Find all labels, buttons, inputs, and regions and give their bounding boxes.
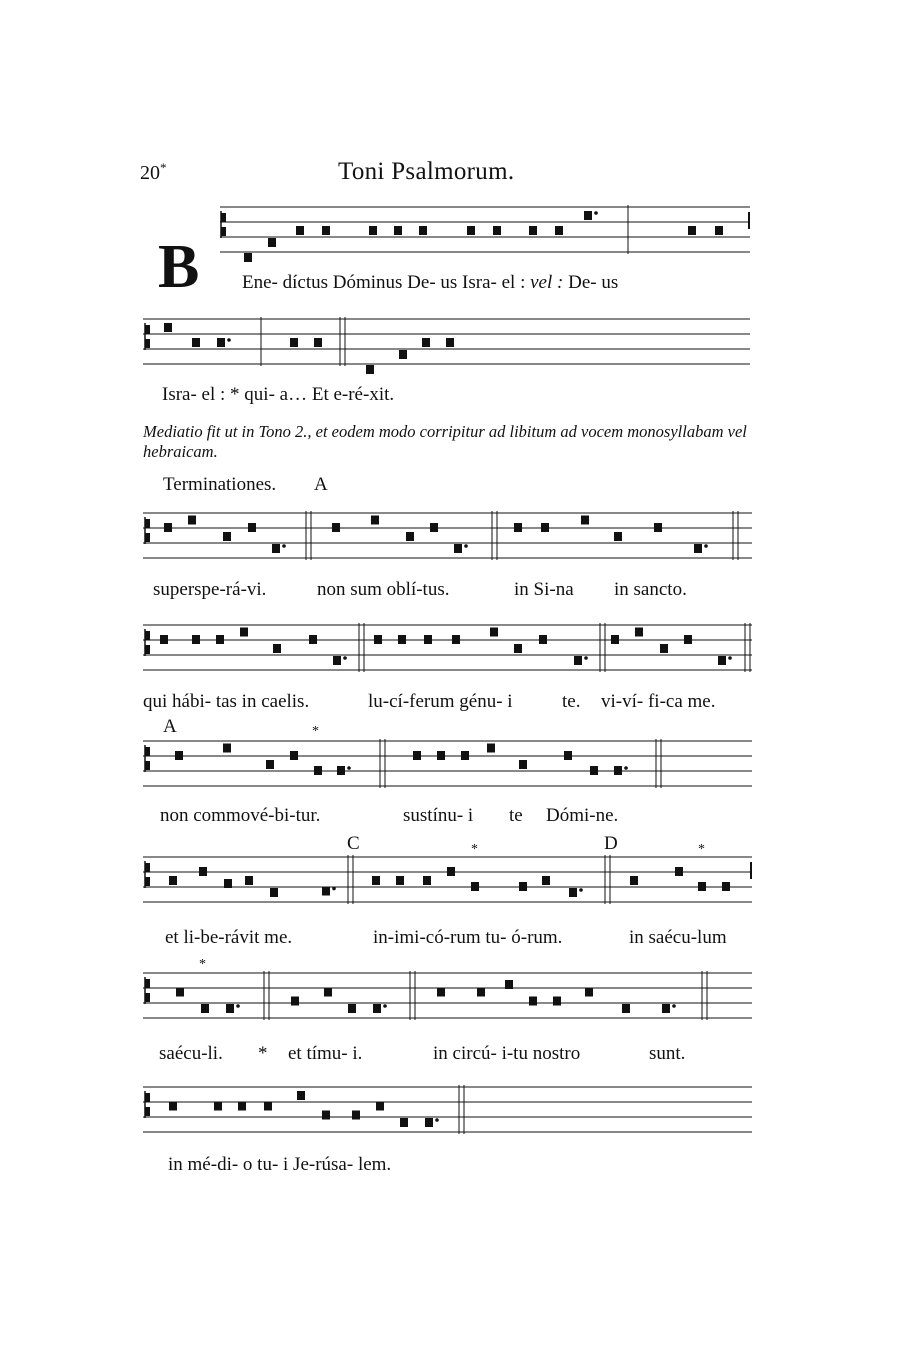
neume-note: [688, 226, 696, 235]
neume-note: [584, 211, 592, 220]
lyric-s6-2: in-imi-có-rum tu- ó-rum.: [373, 927, 563, 948]
neume-note: [529, 997, 537, 1006]
neume-note: [332, 523, 340, 532]
punctum-dot: [672, 1004, 676, 1008]
neume-note: [400, 1118, 408, 1127]
neume-note: [590, 766, 598, 775]
neume-note: [273, 644, 281, 653]
lyric-s5-2: sustínu- i: [403, 805, 474, 826]
lyric-s7-2: et tímu- i.: [288, 1043, 363, 1064]
lyric-s6-3: in saécu-lum: [629, 927, 727, 948]
lyric-s7-4: sunt.: [649, 1043, 686, 1064]
neume-note: [169, 1102, 177, 1111]
neume-note: [555, 226, 563, 235]
neume-note: [630, 876, 638, 885]
neume-note: [374, 635, 382, 644]
neume-note: [314, 766, 322, 775]
lyric-s4-3: te.: [562, 691, 581, 712]
neume-note: [348, 1004, 356, 1013]
neume-note: [291, 997, 299, 1006]
neume-note: [422, 338, 430, 347]
neume-note: [539, 635, 547, 644]
lyric-line-1: Ene- díctus Dóminus De- us Isra- el : vel : De- us: [242, 272, 619, 293]
neume-note: [394, 226, 402, 235]
lyric-s3-3: in Si-na: [514, 579, 574, 600]
lyric-s8-1: in mé-di- o tu- i Je-rúsa- lem.: [168, 1154, 392, 1175]
neume-note: [192, 635, 200, 644]
neume-note: [662, 1004, 670, 1013]
neume-note: [505, 980, 513, 989]
neume-note: [322, 226, 330, 235]
neume-note: [424, 635, 432, 644]
neume-note: [176, 988, 184, 997]
neume-note: [454, 544, 462, 553]
lyric-s7-3: in circú- i-tu nostro: [433, 1043, 581, 1064]
neume-note: [514, 644, 522, 653]
neume-note: [366, 365, 374, 374]
lyric-s7-1: saécu-li.: [159, 1043, 223, 1064]
lyric-s7-star: *: [258, 1043, 268, 1064]
lyric-s4-4: vi-ví- fi-ca me.: [601, 691, 716, 712]
drop-cap-initial: B: [158, 233, 200, 301]
neume-note: [373, 1004, 381, 1013]
termination-letter-d: D: [604, 833, 618, 854]
neume-note: [425, 1118, 433, 1127]
neume-note: [471, 882, 479, 891]
lyric-s4-2: lu-cí-ferum génu- i: [368, 691, 513, 712]
neume-note: [698, 882, 706, 891]
neume-note: [514, 523, 522, 532]
neume-note: [467, 226, 475, 235]
rubric-vel: vel :: [530, 272, 564, 293]
lyric-s5-1: non commové-bi-tur.: [160, 805, 321, 826]
neume-note: [217, 338, 225, 347]
neume-note: [585, 988, 593, 997]
neume-note: [419, 226, 427, 235]
lyric-s3-4: in sancto.: [614, 579, 687, 600]
neume-note: [371, 516, 379, 525]
neume-note: [164, 323, 172, 332]
punctum-dot: [282, 544, 286, 548]
neume-note: [487, 744, 495, 753]
neume-note: [216, 635, 224, 644]
neume-note: [223, 744, 231, 753]
neume-note: [244, 253, 252, 262]
lyric-line-2: Isra- el : * qui- a… Et e-ré-xit.: [162, 384, 395, 405]
neume-note: [715, 226, 723, 235]
neume-note: [238, 1102, 246, 1111]
neume-note: [270, 888, 278, 897]
punctum-dot: [343, 656, 347, 660]
neume-note: [314, 338, 322, 347]
neume-note: [322, 887, 330, 896]
lyric-s6-1: et li-be-rávit me.: [165, 927, 293, 948]
punctum-dot: [624, 766, 628, 770]
neume-note: [490, 628, 498, 637]
asterisk-mark-s7: *: [199, 957, 206, 972]
neume-note: [324, 988, 332, 997]
neume-note: [447, 867, 455, 876]
neume-note: [675, 867, 683, 876]
termination-letter-a: A: [314, 474, 328, 495]
neume-note: [684, 635, 692, 644]
rubric-instruction: Mediatio fit ut in Tono 2., et eodem modo corripitur ad libitum ad vocem monosyllabam vel hebraicam.: [143, 422, 747, 461]
neume-note: [430, 523, 438, 532]
neume-note: [399, 350, 407, 359]
neume-note: [660, 644, 668, 653]
asterisk-mark: *: [312, 724, 319, 739]
neume-note: [240, 628, 248, 637]
neume-note: [423, 876, 431, 885]
page-number: 20*: [140, 160, 167, 184]
neume-note: [477, 988, 485, 997]
punctum-dot: [347, 766, 351, 770]
neume-note: [372, 876, 380, 885]
neume-note: [541, 523, 549, 532]
neume-note: [564, 751, 572, 760]
neume-note: [413, 751, 421, 760]
lyric-s4-1: qui hábi- tas in caelis.: [143, 691, 310, 712]
neume-note: [519, 760, 527, 769]
punctum-dot: [332, 887, 336, 891]
punctum-dot: [236, 1004, 240, 1008]
neume-note: [654, 523, 662, 532]
neume-note: [376, 1102, 384, 1111]
neume-note: [272, 544, 280, 553]
neume-note: [199, 867, 207, 876]
neume-note: [309, 635, 317, 644]
neume-note: [611, 635, 619, 644]
lyric-s5-4: Dómi-ne.: [546, 805, 619, 826]
neume-note: [169, 876, 177, 885]
asterisk-mark-c: *: [471, 842, 478, 857]
punctum-dot: [584, 656, 588, 660]
punctum-dot: [464, 544, 468, 548]
punctum-dot: [728, 656, 732, 660]
neume-note: [290, 751, 298, 760]
neume-note: [296, 226, 304, 235]
punctum-dot: [227, 338, 231, 342]
neume-note: [493, 226, 501, 235]
neume-note: [569, 888, 577, 897]
neume-note: [553, 997, 561, 1006]
neume-note: [614, 532, 622, 541]
neume-note: [529, 226, 537, 235]
neume-note: [188, 516, 196, 525]
neume-note: [214, 1102, 222, 1111]
punctum-dot: [704, 544, 708, 548]
neume-note: [192, 338, 200, 347]
termination-letter-a-second: A: [163, 716, 177, 737]
neume-note: [266, 760, 274, 769]
neume-note: [461, 751, 469, 760]
neume-note: [322, 1111, 330, 1120]
neume-note: [224, 879, 232, 888]
neume-note: [164, 523, 172, 532]
neume-note: [248, 523, 256, 532]
punctum-dot: [594, 211, 598, 215]
neume-note: [722, 882, 730, 891]
punctum-dot: [579, 888, 583, 892]
neume-note: [694, 544, 702, 553]
neume-note: [369, 226, 377, 235]
page-number-mark: *: [160, 160, 167, 175]
punctum-dot: [383, 1004, 387, 1008]
neume-note: [223, 532, 231, 541]
neume-note: [290, 338, 298, 347]
neume-note: [581, 516, 589, 525]
termination-letter-c: C: [347, 833, 360, 854]
neume-note: [406, 532, 414, 541]
lyric-s3-1: superspe-rá-vi.: [153, 579, 267, 600]
neume-note: [333, 656, 341, 665]
punctum-dot: [435, 1118, 439, 1122]
neume-note: [175, 751, 183, 760]
neume-note: [718, 656, 726, 665]
neume-note: [398, 635, 406, 644]
lyric-s3-2: non sum oblí-tus.: [317, 579, 450, 600]
neume-note: [226, 1004, 234, 1013]
asterisk-mark-d: *: [698, 842, 705, 857]
neume-note: [337, 766, 345, 775]
neume-note: [614, 766, 622, 775]
neume-note: [297, 1091, 305, 1100]
page-title: Toni Psalmorum.: [338, 158, 515, 185]
neume-note: [437, 751, 445, 760]
lyric-s5-3: te: [509, 805, 523, 826]
neume-note: [201, 1004, 209, 1013]
neume-note: [574, 656, 582, 665]
neume-note: [352, 1111, 360, 1120]
neume-note: [160, 635, 168, 644]
neume-note: [519, 882, 527, 891]
neume-note: [622, 1004, 630, 1013]
terminationes-label: Terminationes.: [163, 474, 277, 495]
neume-note: [396, 876, 404, 885]
neume-note: [245, 876, 253, 885]
neume-note: [446, 338, 454, 347]
neume-note: [452, 635, 460, 644]
neume-note: [437, 988, 445, 997]
neume-note: [635, 628, 643, 637]
neume-note: [268, 238, 276, 247]
neume-note: [542, 876, 550, 885]
neume-note: [264, 1102, 272, 1111]
